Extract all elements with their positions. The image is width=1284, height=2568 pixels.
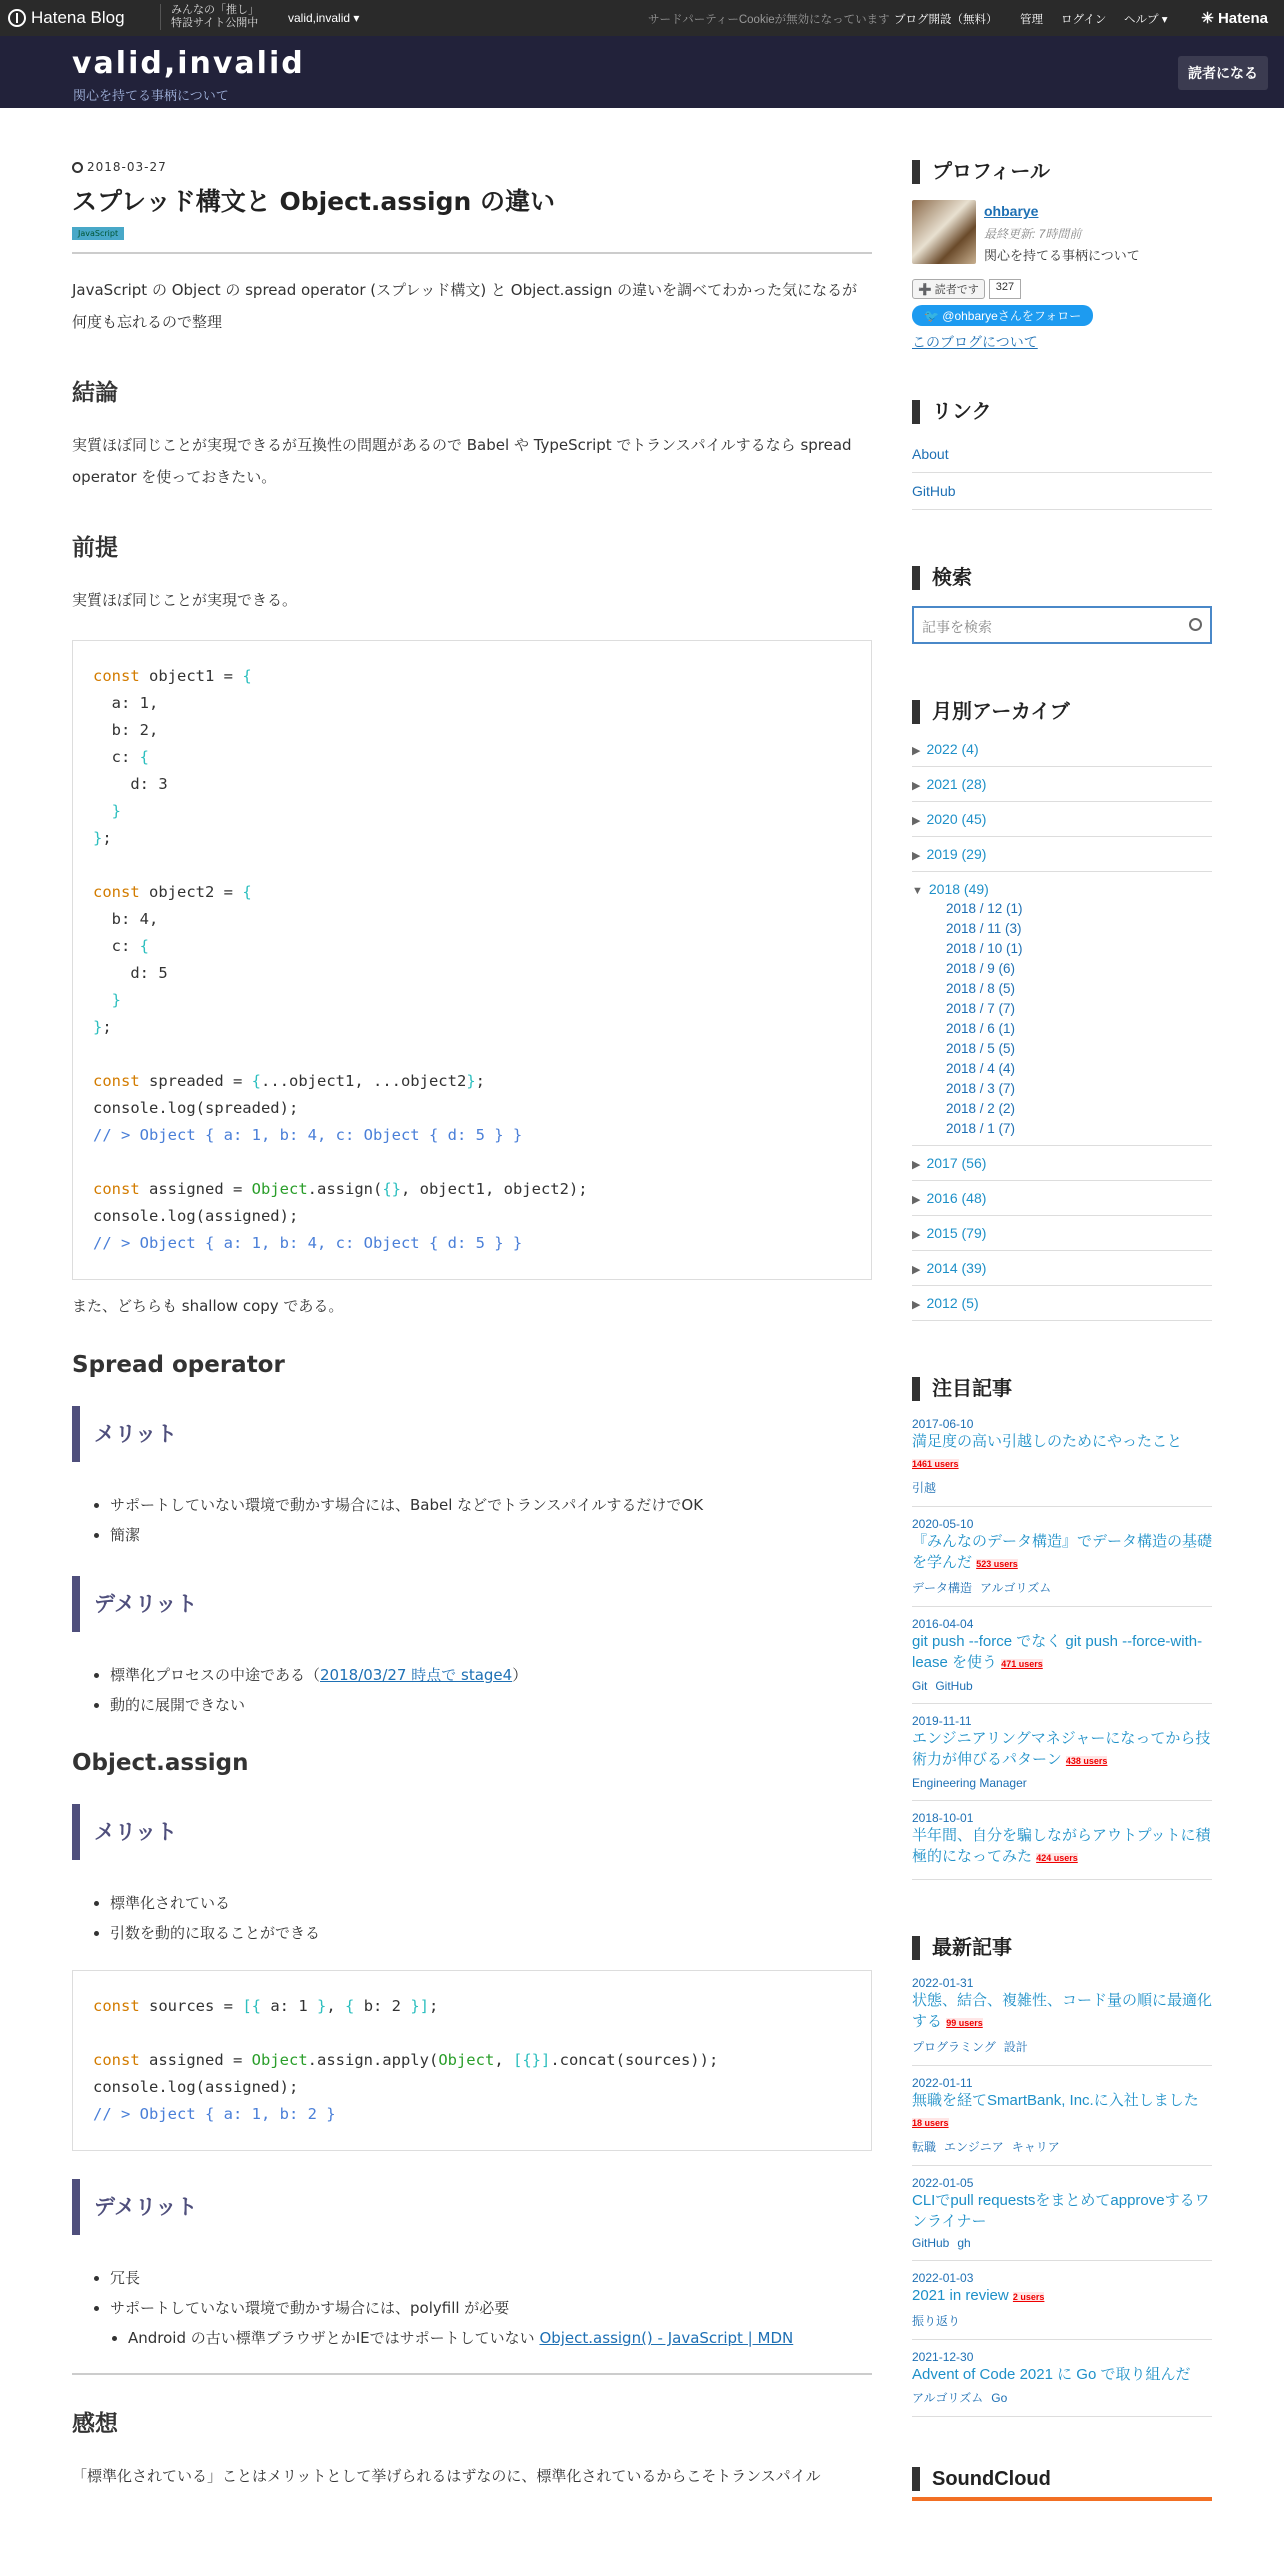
recent-item[interactable]: 2022-01-31 状態、結合、複雑性、コード量の順に最適化する 99 users プログラミング 設計 — [912, 1966, 1212, 2066]
tag[interactable]: アルゴリズム — [980, 1581, 1052, 1595]
heading-spread: Spread operator — [72, 1352, 285, 1378]
featured-item[interactable]: 2016-04-04 git push --force でなく git push --force-with-lease を使う 471 users Git GitHub — [912, 1607, 1212, 1704]
bookmark-users[interactable]: 438 users — [1065, 1756, 1108, 1766]
mdn-link[interactable]: Object.assign() - JavaScript | MDN — [539, 2329, 794, 2347]
soundcloud-player[interactable] — [912, 2497, 1212, 2501]
archive-months — [912, 897, 1212, 1146]
archive-month[interactable]: 2018 / 8 (5) — [946, 981, 1016, 996]
bookmark-users[interactable]: 99 users — [946, 2018, 983, 2028]
list-item: • 標準化されている — [110, 1888, 872, 1918]
search-heading: 検索 — [912, 566, 1212, 590]
list-item: • 引数を動的に取ることができる — [110, 1918, 872, 1948]
spread-demerit-list — [72, 1660, 872, 1720]
featured-item[interactable]: 2017-06-10 満足度の高い引越しのためにやったこと 1461 users 引越 — [912, 1407, 1212, 1507]
tag[interactable]: gh — [957, 2236, 971, 2250]
admin-link[interactable]: 管理 — [1020, 14, 1043, 26]
tag[interactable]: エンジニア — [944, 2140, 1004, 2154]
triangle-right-icon[interactable]: ▶ — [912, 745, 921, 757]
tag[interactable]: プログラミング — [912, 2040, 996, 2054]
heading-premise: 前提 — [72, 535, 118, 561]
tag[interactable]: データ構造 — [912, 1581, 973, 1595]
recent-item[interactable]: 2021-12-30 Advent of Code 2021 に Go で取り組んだ アルゴリズム Go — [912, 2340, 1212, 2417]
reader-button[interactable]: ➕ 読者です — [912, 279, 985, 299]
blog-switcher[interactable]: valid,invalid ▾ — [288, 11, 360, 25]
tag[interactable]: GitHub — [935, 1679, 973, 1693]
heading-spread-merit: メリット — [72, 1406, 872, 1462]
bookmark-users[interactable]: 18 users — [912, 2118, 949, 2128]
login-link[interactable]: ログイン — [1061, 14, 1107, 26]
featured-heading: 注目記事 — [912, 1377, 1212, 1401]
avatar[interactable] — [912, 200, 976, 264]
entry-article — [72, 160, 872, 2492]
list-item: • サポートしていない環境で動かす場合には、polyfill が必要 — [110, 2293, 872, 2323]
tag[interactable]: アルゴリズム — [912, 2391, 984, 2405]
entry-title[interactable]: スプレッド構文と Object.assign の違い — [72, 187, 555, 216]
archive-month[interactable]: 2018 / 11 (3) — [946, 921, 1022, 936]
assign-merit-list — [72, 1888, 872, 1948]
link-github[interactable]: GitHub — [912, 473, 1212, 510]
tag[interactable]: 引越 — [912, 1481, 937, 1495]
recent-item[interactable]: 2022-01-11 無職を経てSmartBank, Inc.に入社しました 18 users 転職 エンジニア キャリア — [912, 2066, 1212, 2166]
archive-month[interactable]: 2018 / 1 (7) — [946, 1121, 1016, 1136]
featured-item[interactable]: 2019-11-11 エンジニアリングマネジャーになってから技術力が伸びるパターン 438 users Engineering Manager — [912, 1704, 1212, 1801]
hatena-blog-logo[interactable]: Hatena Blog — [8, 7, 125, 29]
profile-name[interactable]: ohbarye — [984, 203, 1039, 219]
twitter-follow-button[interactable]: 🐦 @ohbaryeさんをフォロー — [912, 305, 1093, 326]
stage4-link[interactable]: 2018/03/27 時点で stage4 — [320, 1666, 513, 1684]
archive-month[interactable]: 2018 / 12 (1) — [946, 901, 1023, 916]
archive-year[interactable]: ▶ 2022 (4) — [912, 732, 1212, 767]
divider — [72, 2373, 872, 2375]
featured-item[interactable]: 2018-10-01 半年間、自分を騙しながらアウトプットに積極的になってみた 424 users — [912, 1801, 1212, 1880]
clock-icon — [72, 162, 83, 173]
heading-assign-merit: メリット — [72, 1804, 872, 1860]
archive-year[interactable]: ▶ 2012 (5) — [912, 1286, 1212, 1321]
bookmark-users[interactable]: 523 users — [976, 1559, 1018, 1569]
blog-header — [0, 36, 1284, 108]
archive-year[interactable]: ▶ 2019 (29) — [912, 837, 1212, 872]
conclusion-paragraph: 実質ほぼ同じことが実現できるが互換性の問題があるので Babel や TypeScript でトランスパイルするなら spread operator を使っておきたい。 — [72, 436, 852, 486]
tag[interactable]: 振り返り — [912, 2314, 961, 2328]
hatena-mark-icon: ✳ — [1201, 10, 1218, 27]
help-menu[interactable]: ヘルプ ▾ — [1124, 14, 1168, 26]
recent-module — [912, 1936, 1212, 2417]
archive-month[interactable]: 2018 / 9 (6) — [946, 961, 1016, 976]
triangle-right-icon[interactable]: ▶ — [912, 1159, 921, 1171]
shallow-copy-note: また、どちらも shallow copy である。 — [72, 1297, 344, 1315]
category-badge[interactable]: JavaScript — [72, 227, 124, 240]
links-heading: リンク — [912, 400, 1212, 424]
tag[interactable]: Git — [912, 1679, 928, 1693]
triangle-right-icon[interactable]: ▶ — [912, 1194, 921, 1206]
hatena-menu[interactable]: ✳ Hatena — [1201, 10, 1268, 27]
tag[interactable]: Go — [991, 2391, 1008, 2405]
featured-module — [912, 1377, 1212, 1880]
heading-thoughts: 感想 — [72, 2411, 118, 2437]
featured-item[interactable]: 2020-05-10 『みんなのデータ構造』でデータ構造の基礎を学んだ 523 users データ構造 アルゴリズム — [912, 1507, 1212, 1607]
heading-conclusion: 結論 — [72, 380, 118, 406]
last-updated: 最終更新: 7時間前 — [984, 227, 1082, 241]
search-icon[interactable] — [1189, 618, 1202, 631]
recent-item[interactable]: 2022-01-03 2021 in review 2 users 振り返り — [912, 2261, 1212, 2340]
list-item: • 標準化プロセスの中途である（2018/03/27 時点で stage4） — [110, 1660, 872, 1690]
list-item: • Android の古い標準ブラウザとかIEではサポートしていない Object.assign() - JavaScript | MDN — [128, 2323, 872, 2353]
hatena-logo-icon — [8, 9, 26, 27]
archive-year[interactable]: ▶ 2017 (56) — [912, 1146, 1212, 1181]
archive-month[interactable]: 2018 / 7 (7) — [946, 1001, 1016, 1016]
subscribe-button[interactable]: 読者になる — [1178, 56, 1268, 90]
promo-banner[interactable]: みんなの「推し」 特設サイト公開中 — [160, 4, 280, 30]
tag[interactable]: 転職 — [912, 2140, 937, 2154]
tag[interactable]: Engineering Manager — [912, 1776, 1027, 1790]
spread-merit-list — [72, 1490, 872, 1550]
link-about[interactable]: About — [912, 436, 1212, 473]
list-item: • 冗長 — [110, 2263, 872, 2293]
archive-year[interactable]: ▶ 2021 (28) — [912, 767, 1212, 802]
list-item: • 簡潔 — [110, 1520, 872, 1550]
links-module — [912, 400, 1212, 510]
archive-year-open[interactable]: ▼ 2018 (49) — [912, 881, 989, 897]
list-item: • 動的に展開できない — [110, 1690, 872, 1720]
bookmark-users[interactable]: 471 users — [1001, 1659, 1043, 1669]
bookmark-users[interactable]: 2 users — [1012, 2292, 1045, 2302]
profile-heading: プロフィール — [912, 160, 1212, 184]
premise-paragraph: 実質ほぼ同じことが実現できる。 — [72, 591, 298, 609]
heading-assign-demerit: デメリット — [72, 2179, 872, 2235]
archive-year[interactable]: ▶ 2020 (45) — [912, 802, 1212, 837]
archive-month[interactable]: 2018 / 5 (5) — [946, 1041, 1016, 1056]
bookmark-users[interactable]: 1461 users — [912, 1459, 959, 1469]
triangle-right-icon[interactable]: ▶ — [912, 1264, 921, 1276]
blog-description: 関心を持てる事柄について — [73, 89, 229, 104]
triangle-right-icon[interactable]: ▶ — [912, 1229, 921, 1241]
profile-bio: 関心を持てる事柄について — [984, 248, 1140, 263]
profile-module — [912, 160, 1212, 352]
bookmark-users[interactable]: 424 users — [1036, 1853, 1078, 1863]
soundcloud-module — [912, 2467, 1212, 2501]
reader-count[interactable]: 327 — [989, 279, 1021, 299]
search-input[interactable]: 記事を検索 — [912, 606, 1212, 644]
archive-year[interactable]: ▶ 2015 (79) — [912, 1216, 1212, 1251]
archive-month[interactable]: 2018 / 6 (1) — [946, 1021, 1016, 1036]
tag[interactable]: キャリア — [1011, 2140, 1060, 2154]
triangle-right-icon[interactable]: ▶ — [912, 1299, 921, 1311]
blog-title[interactable]: valid,invalid — [72, 46, 305, 81]
soundcloud-heading: SoundCloud — [912, 2467, 1212, 2491]
triangle-right-icon[interactable]: ▶ — [912, 850, 921, 862]
archive-module — [912, 700, 1212, 1321]
tag[interactable]: GitHub — [912, 2236, 950, 2250]
sidebar — [912, 160, 1212, 2501]
list-item: • サポートしていない環境で動かす場合には、Babel などでトランスパイルするだけでOK — [110, 1490, 872, 1520]
about-blog-link[interactable]: このブログについて — [912, 334, 1038, 350]
archive-heading: 月別アーカイブ — [912, 700, 1212, 724]
code-block-2: const sources = [{ a: 1 }, { b: 2 }]; const assigned = Object.assign.apply(Object, [{}].concat(sources)); console.log(assigned); // > Object { a: 1, b: 2 } — [72, 1970, 872, 2151]
intro-paragraph: JavaScript の Object の spread operator (スプレッド構文) と Object.assign の違いを調べてわかった気になるが何度も忘れるので整理 — [72, 281, 858, 331]
search-module — [912, 566, 1212, 644]
archive-year[interactable]: ▶ 2016 (48) — [912, 1181, 1212, 1216]
code-block-1: const object1 = { a: 1, b: 2, c: { d: 3 } }; const object2 = { b: 4, c: { d: 5 } }; const spreaded = {...object1, ...object2}; console.log(spreaded); // > Object { a: 1, b: 4, c: Object { d: 5 } } const assigned = Object.assign({}, object1, object2); console.log(assigned); // > Object { a: 1, b: 4, c: Object { d: 5 } } — [72, 640, 872, 1280]
archive-month[interactable]: 2018 / 10 (1) — [946, 941, 1023, 956]
heading-spread-demerit: デメリット — [72, 1576, 872, 1632]
archive-month[interactable]: 2018 / 2 (2) — [946, 1101, 1016, 1116]
assign-demerit-list — [72, 2263, 872, 2353]
divider — [72, 252, 872, 254]
global-header — [0, 0, 1284, 36]
cookie-notice: サードパーティーCookieが無効になっています — [648, 14, 890, 26]
entry-date[interactable]: 2018-03-27 — [72, 160, 872, 174]
recent-item[interactable]: 2022-01-05 CLIでpull requestsをまとめてapproveするワンライナー GitHub gh — [912, 2166, 1212, 2261]
triangle-right-icon[interactable]: ▶ — [912, 780, 921, 792]
triangle-right-icon[interactable]: ▶ — [912, 815, 921, 827]
heading-object-assign: Object.assign — [72, 1750, 249, 1776]
tag[interactable]: 設計 — [1003, 2040, 1028, 2054]
recent-heading: 最新記事 — [912, 1936, 1212, 1960]
archive-month[interactable]: 2018 / 4 (4) — [946, 1061, 1016, 1076]
archive-year[interactable]: ▶ 2014 (39) — [912, 1251, 1212, 1286]
open-blog-link[interactable]: ブログ開設（無料） — [894, 14, 998, 26]
triangle-down-icon[interactable]: ▼ — [912, 885, 923, 897]
thoughts-paragraph: 「標準化されている」ことはメリットとして挙げられるはずなのに、標準化されているからこそトランスパイル — [72, 2467, 821, 2485]
archive-month[interactable]: 2018 / 3 (7) — [946, 1081, 1016, 1096]
